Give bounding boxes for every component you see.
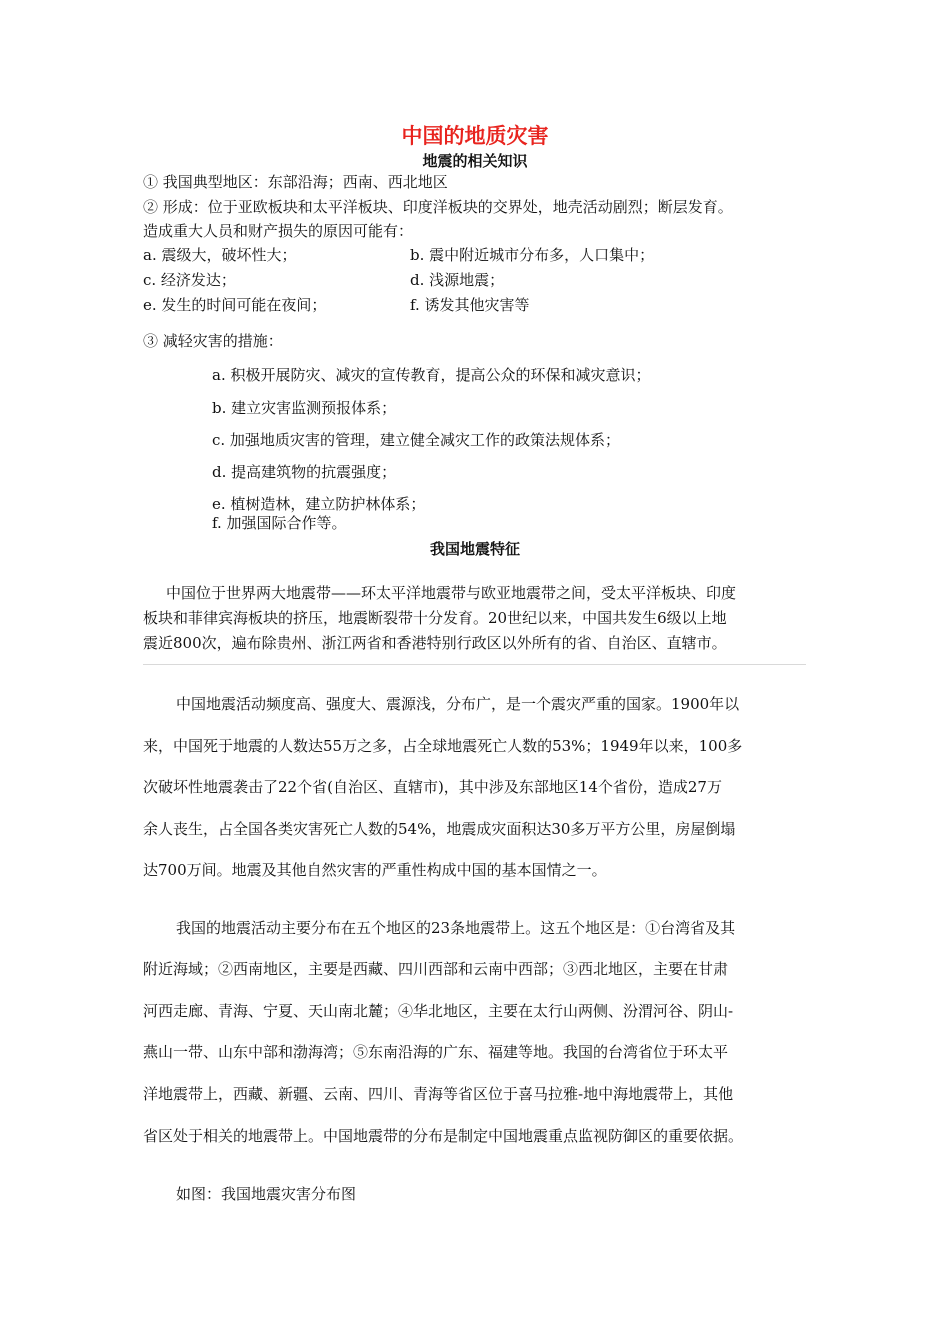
measure-item: b. 建立灾害监测预报体系； <box>212 399 397 417</box>
text-line: 中国地震活动频度高、强度大、震源浅，分布广，是一个震灾严重的国家。1900年以 <box>176 695 740 713</box>
text-line: ② 形成：位于亚欧板块和太平洋板块、印度洋板块的交界处，地壳活动剧烈；断层发育。 <box>143 198 733 216</box>
cause-item: a. 震级大，破坏性大； <box>143 246 297 264</box>
text-line: 造成重大人员和财产损失的原因可能有： <box>143 222 414 240</box>
cause-item: b. 震中附近城市分布多，人口集中； <box>410 246 655 264</box>
section-heading-knowledge: 地震的相关知识 <box>422 152 528 170</box>
text-line: 板块和菲律宾海板块的挤压，地震断裂带十分发育。20世纪以来，中国共发生6级以上地 <box>143 609 727 627</box>
text-line: 来，中国死于地震的人数达55万之多，占全球地震死亡人数的53%；1949年以来，100多 <box>143 737 743 755</box>
cause-item: f. 诱发其他灾害等 <box>410 296 530 314</box>
measure-item: f. 加强国际合作等。 <box>212 514 347 532</box>
cause-item: e. 发生的时间可能在夜间； <box>143 296 327 314</box>
text-line: 洋地震带上，西藏、新疆、云南、四川、青海等省区位于喜马拉雅-地中海地震带上，其他 <box>143 1085 734 1103</box>
text-line: 震近800次，遍布除贵州、浙江两省和香港特别行政区以外所有的省、自治区、直辖市。 <box>143 634 727 652</box>
text-line: 我国的地震活动主要分布在五个地区的23条地震带上。这五个地区是：①台湾省及其 <box>176 919 736 937</box>
text-line: 燕山一带、山东中部和渤海湾；⑤东南沿海的广东、福建等地。我国的台湾省位于环太平 <box>143 1043 729 1061</box>
measure-item: d. 提高建筑物的抗震强度； <box>212 463 397 481</box>
measure-item: e. 植树造林，建立防护林体系； <box>212 495 426 513</box>
cause-item: d. 浅源地震； <box>410 271 505 289</box>
measure-item: c. 加强地质灾害的管理，建立健全减灾工作的政策法规体系； <box>212 431 620 449</box>
text-line: 河西走廊、青海、宁夏、天山南北麓；④华北地区，主要在太行山两侧、汾渭河谷、阴山- <box>143 1002 734 1020</box>
text-line: ① 我国典型地区：东部沿海；西南、西北地区 <box>143 173 448 191</box>
text-line: 中国位于世界两大地震带——环太平洋地震带与欧亚地震带之间，受太平洋板块、印度 <box>166 584 737 602</box>
text-line: 省区处于相关的地震带上。中国地震带的分布是制定中国地震重点监视防御区的重要依据。 <box>143 1127 744 1145</box>
text-line: 余人丧生，占全国各类灾害死亡人数的54%，地震成灾面积达30多万平方公里，房屋倒塌 <box>143 820 736 838</box>
text-line: 达700万间。地震及其他自然灾害的严重性构成中国的基本国情之一。 <box>143 861 607 879</box>
measure-item: a. 积极开展防灾、减灾的宣传教育，提高公众的环保和减灾意识； <box>212 366 651 384</box>
section-heading-features: 我国地震特征 <box>429 540 520 558</box>
figure-caption: 如图：我国地震灾害分布图 <box>176 1185 357 1203</box>
divider <box>143 664 806 665</box>
cause-item: c. 经济发达； <box>143 271 236 289</box>
text-line: 次破坏性地震袭击了22个省(自治区、直辖市)，其中涉及东部地区14个省份，造成27万 <box>143 778 722 796</box>
text-line: 附近海域；②西南地区，主要是西藏、四川西部和云南中西部；③西北地区，主要在甘肃 <box>143 960 729 978</box>
text-line: ③ 减轻灾害的措施： <box>143 332 283 350</box>
page-title: 中国的地质灾害 <box>401 124 549 148</box>
